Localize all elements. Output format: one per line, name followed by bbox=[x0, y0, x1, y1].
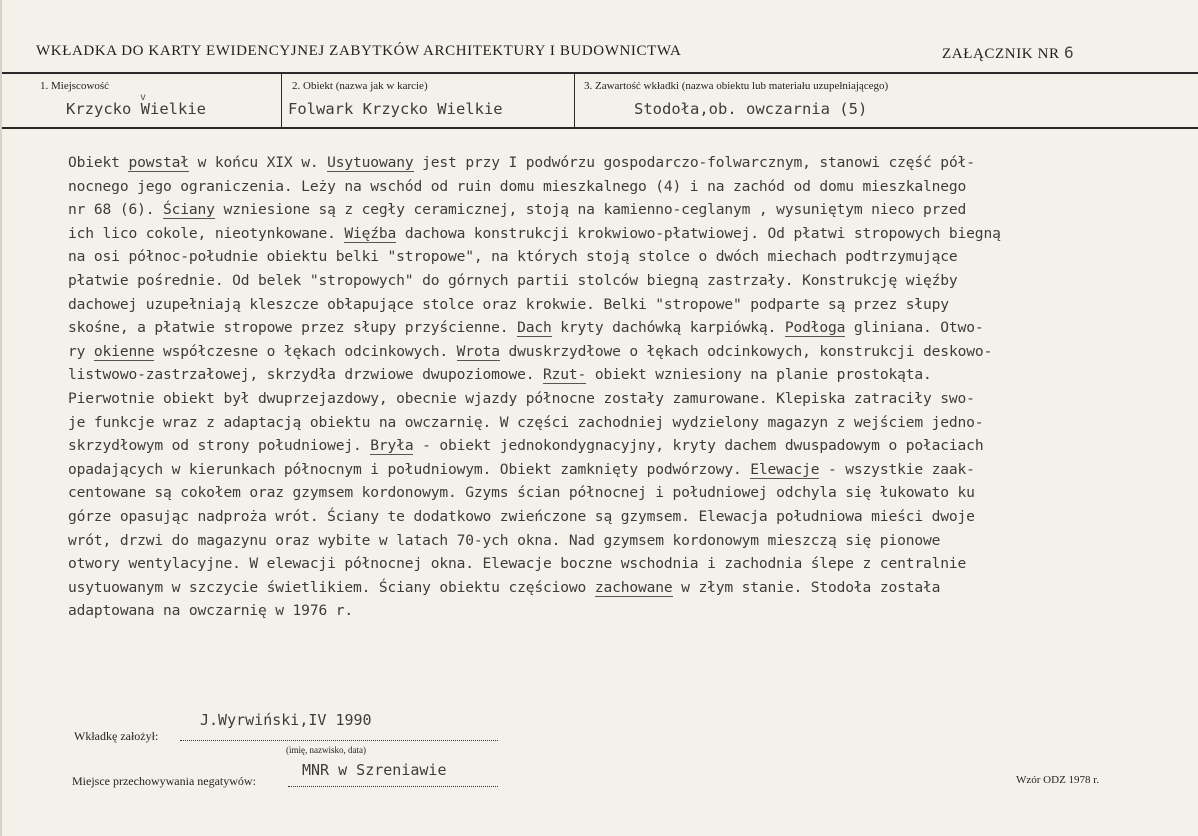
author-dotted-line bbox=[180, 740, 498, 741]
text-segment: wzniesione są z cegły ceramicznej, stoją na kamienno-ceglanym , wysuniętym nieco przed bbox=[214, 201, 967, 219]
negatives-dotted-line bbox=[288, 786, 498, 787]
text-segment: skośne, a płatwie stropowe przez słupy przyścienne. bbox=[68, 319, 518, 337]
description-line bbox=[68, 269, 1148, 293]
object-label: 2. Obiekt (nazwa jak w karcie) bbox=[292, 80, 428, 92]
negatives-value: MNR w Szreniawie bbox=[302, 761, 447, 779]
description-line bbox=[68, 245, 1148, 269]
description-line bbox=[68, 434, 1148, 458]
field-divider-1 bbox=[281, 74, 282, 127]
underlined-term: okienne bbox=[93, 342, 155, 360]
text-segment: kryty dachówką karpiówką. bbox=[551, 319, 785, 337]
annex-label bbox=[942, 43, 1074, 63]
author-label: Wkładkę założył: bbox=[74, 729, 159, 743]
text-segment: górze opasując nadproża wrót. Ściany te dodatkowo zwieńczone są gzymsem. Elewacja południowa mieści dwoje bbox=[68, 507, 975, 525]
header-bottom-rule bbox=[2, 127, 1198, 129]
handwritten-mark: v bbox=[140, 92, 147, 103]
underlined-term: Wrota bbox=[456, 342, 500, 360]
text-segment: ich lico cokole, nieotynkowane. bbox=[68, 224, 345, 242]
text-segment: współczesne o łękach odcinkowych. bbox=[154, 342, 457, 360]
description-line bbox=[68, 576, 1148, 600]
text-segment: dwuskrzydłowe o łękach odcinkowych, konstrukcji deskowo- bbox=[499, 342, 993, 360]
text-segment: je funkcje wraz z adaptacją obiektu na owczarnię. W części zachodniej wydzielony magazyn z wejściem jedno- bbox=[68, 413, 984, 431]
text-segment: centowane są cokołem oraz gzymsem kordonowym. Gzyms ścian północnej i południowej odchyla się łukowato ku bbox=[68, 484, 975, 502]
object-value: Folwark Krzycko Wielkie bbox=[288, 100, 503, 118]
text-segment: otwory wentylacyjne. W elewacji północnej okna. Elewacje boczne wschodnia i zachodnia ślepe z centralnie bbox=[68, 555, 967, 573]
underlined-term: Podłoga bbox=[784, 319, 846, 337]
description-line bbox=[68, 151, 1148, 175]
text-segment: nocnego jego ograniczenia. Leży na wschód od ruin domu mieszkalnego (4) i na zachód od domu mieszkalnego bbox=[68, 177, 967, 195]
text-segment: na osi północ-południe obiektu belki "stropowe", na których stoją stolce o dwóch miechach podtrzymujące bbox=[68, 248, 958, 266]
underlined-term: zachowane bbox=[594, 578, 673, 596]
text-segment: - obiekt jednokondygnacyjny, kryty dachem dwuspadowym o połaciach bbox=[413, 437, 984, 455]
contents-label: 3. Zawartość wkładki (nazwa obiektu lub materiału uzupełniającego) bbox=[584, 80, 889, 92]
description-line bbox=[68, 222, 1148, 246]
contents-value: Stodoła,ob. owczarnia (5) bbox=[634, 100, 868, 118]
text-segment: wrót, drzwi do magazynu oraz wybite w latach 70-ych okna. Nad gzymsem kordonowym mieszczą się pionowe bbox=[68, 531, 941, 549]
locality-label: 1. Miejscowość bbox=[40, 80, 110, 92]
locality-value: Krzycko Wielkie bbox=[66, 100, 206, 118]
text-segment: gliniana. Otwo- bbox=[845, 319, 984, 337]
text-segment: w złym stanie. Stodoła została bbox=[672, 578, 941, 596]
author-hint: (imię, nazwisko, data) bbox=[286, 745, 366, 755]
description-line bbox=[68, 175, 1148, 199]
text-segment: skrzydłowym od strony południowej. bbox=[68, 437, 371, 455]
underlined-term: Ściany bbox=[163, 201, 215, 219]
underlined-term: Elewacje bbox=[750, 460, 820, 478]
text-segment: - wszystkie zaak- bbox=[819, 460, 975, 478]
text-segment: usytuowanym w szczycie świetlikiem. Ściany obiektu częściowo bbox=[68, 578, 595, 596]
description-line bbox=[68, 529, 1148, 553]
annex-label-text: ZAŁĄCZNIK NR bbox=[942, 46, 1060, 62]
description-line bbox=[68, 481, 1148, 505]
text-segment: jest przy I podwórzu gospodarczo-folwarcznym, stanowi część pół- bbox=[413, 154, 975, 171]
text-segment: dachowa konstrukcji krokwiowo-płatwiowej. Od płatwi stropowych biegną bbox=[396, 224, 1001, 242]
card-title: WKŁADKA DO KARTY EWIDENCYJNEJ ZABYTKÓW ARCHITEKTURY I BUDOWNICTWA bbox=[36, 43, 682, 59]
description-line bbox=[68, 198, 1148, 222]
header-top-rule bbox=[2, 72, 1198, 74]
text-segment: nr 68 (6). bbox=[68, 201, 163, 219]
underlined-term: Dach bbox=[517, 319, 552, 337]
field-divider-2 bbox=[574, 74, 575, 127]
text-segment: opadających w kierunkach północnym i południowym. Obiekt zamknięty podwórzowy. bbox=[68, 460, 751, 478]
description-line bbox=[68, 363, 1148, 387]
text-segment: obiekt wzniesiony na planie prostokąta. bbox=[586, 366, 932, 384]
text-segment: Pierwotnie obiekt był dwuprzejazdowy, obecnie wjazdy północne zostały zamurowane. Klepiska zatraciły swo- bbox=[68, 389, 975, 407]
underlined-term: Rzut- bbox=[543, 366, 587, 384]
text-segment: listwowo-zastrzałowej, skrzydła drzwiowe dwupoziomowe. bbox=[68, 366, 543, 384]
text-segment: adaptowana na owczarnię w 1976 r. bbox=[68, 602, 353, 620]
description-line bbox=[68, 411, 1148, 435]
description-line bbox=[68, 387, 1148, 411]
description-line bbox=[68, 340, 1148, 364]
description-line bbox=[68, 458, 1148, 482]
description-text bbox=[68, 151, 1148, 623]
description-line bbox=[68, 552, 1148, 576]
underlined-term: Bryła bbox=[370, 437, 414, 455]
description-line bbox=[68, 316, 1148, 340]
annex-number: 6 bbox=[1063, 43, 1075, 62]
negatives-label: Miejsce przechowywania negatywów: bbox=[72, 774, 256, 788]
underlined-term: powstał bbox=[128, 154, 189, 171]
text-segment: dachowej uzupełniają kleszcze obłapujące stolce oraz krokwie. Belki "stropowe" podparte są przez słupy bbox=[68, 295, 949, 313]
description-line bbox=[68, 293, 1148, 317]
text-segment: Obiekt bbox=[68, 154, 129, 171]
form-version: Wzór ODZ 1978 r. bbox=[1016, 774, 1100, 786]
underlined-term: Usytuowany bbox=[327, 154, 414, 171]
author-value: J.Wyrwiński,IV 1990 bbox=[200, 711, 372, 729]
text-segment: płatwie pośrednie. Od belek "stropowych" do górnych partii stolców biegną zastrzały. Konstrukcję więźby bbox=[68, 271, 958, 289]
description-line bbox=[68, 505, 1148, 529]
text-segment: ry bbox=[68, 342, 94, 360]
description-line bbox=[68, 599, 1148, 623]
text-segment: w końcu XIX w. bbox=[188, 154, 328, 171]
underlined-term: Więźba bbox=[344, 224, 397, 242]
